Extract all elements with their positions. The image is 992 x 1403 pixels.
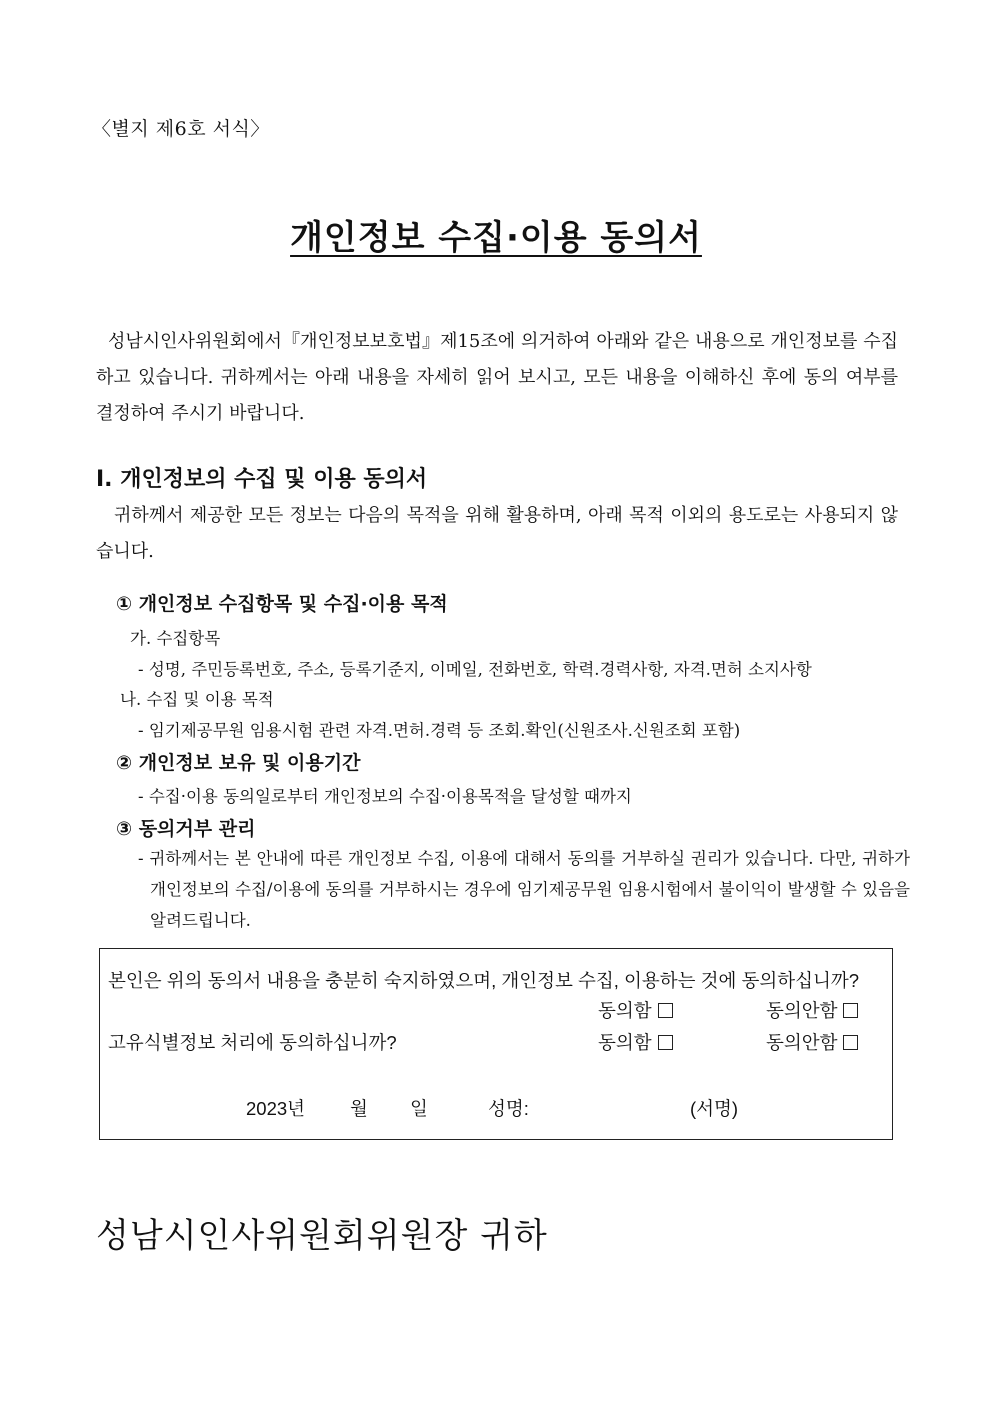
item1-b-text: - 임기제공무원 임용시험 관련 자격.면허.경력 등 조회.확인(신원조사.신원조회 포함) — [138, 721, 741, 740]
addressee: 성남시인사위원회위원장 귀하 — [96, 1216, 548, 1256]
q1-disagree-option[interactable] — [766, 997, 858, 1023]
date-day: 일 — [410, 1098, 428, 1119]
item3-heading: ③ 동의거부 관리 — [116, 818, 256, 840]
item1-heading: ① 개인정보 수집항목 및 수집·이용 목적 — [116, 593, 448, 615]
document-title-text: 개인정보 수집·이용 동의서 — [290, 218, 702, 258]
consent-question-2: 고유식별정보 처리에 동의하십니까? — [108, 1032, 397, 1053]
q2-disagree-label: 동의안함 — [766, 1032, 838, 1053]
q2-disagree-option[interactable] — [766, 1029, 858, 1055]
item3-text: - 귀하께서는 본 안내에 따른 개인정보 수집, 이용에 대해서 동의를 거부하실 권리가 있습니다. 다만, 귀하가 개인정보의 수집/이용에 동의를 거부하시는 경우에 임기제공무원 임용시험에서 불이익이 발생할 수 있음을 알려드립니다. — [138, 849, 910, 930]
date-year: 2023년 — [246, 1098, 306, 1119]
q2-agree-option[interactable] — [598, 1029, 673, 1055]
q2-agree-label: 동의함 — [598, 1032, 652, 1053]
item1-a-label: 가. 수집항목 — [130, 629, 221, 648]
item1-a-text: - 성명, 주민등록번호, 주소, 등록기준지, 이메일, 전화번호, 학력.경력사항, 자격.면허 소지사항 — [138, 660, 812, 679]
q1-agree-option[interactable] — [598, 997, 673, 1023]
item1-b-label: 나. 수집 및 이용 목적 — [120, 690, 274, 709]
section-heading: Ⅰ. 개인정보의 수집 및 이용 동의서 — [96, 467, 428, 492]
document-title — [0, 210, 992, 259]
intro-paragraph: 성남시인사위원회에서『개인정보보호법』제15조에 의거하여 아래와 같은 내용으로 개인정보를 수집하고 있습니다. 귀하께서는 아래 내용을 자세히 읽어 보시고, 모든 내용을 이해하신 후에 동의 여부를 결정하여 주시기 바랍니다. — [96, 331, 898, 424]
q2-agree-checkbox[interactable] — [658, 1035, 673, 1050]
name-label: 성명: — [488, 1098, 529, 1119]
item2-heading: ② 개인정보 보유 및 이용기간 — [116, 752, 361, 774]
consent-question-1: 본인은 위의 동의서 내용을 충분히 숙지하였으며, 개인정보 수집, 이용하는 것에 동의하십니까? — [108, 970, 860, 991]
form-number: 〈별지 제6호 서식〉 — [92, 118, 270, 140]
q1-disagree-checkbox[interactable] — [843, 1003, 858, 1018]
q1-agree-checkbox[interactable] — [658, 1003, 673, 1018]
consent-box — [99, 948, 893, 1140]
section-text: 귀하께서 제공한 모든 정보는 다음의 목적을 위해 활용하며, 아래 목적 이외의 용도로는 사용되지 않습니다. — [96, 505, 898, 562]
q1-disagree-label: 동의안함 — [766, 1000, 838, 1021]
date-month: 월 — [350, 1098, 368, 1119]
q1-agree-label: 동의함 — [598, 1000, 652, 1021]
item2-text: - 수집·이용 동의일로부터 개인정보의 수집·이용목적을 달성할 때까지 — [138, 787, 632, 806]
q2-disagree-checkbox[interactable] — [843, 1035, 858, 1050]
signature-label: (서명) — [690, 1098, 739, 1119]
